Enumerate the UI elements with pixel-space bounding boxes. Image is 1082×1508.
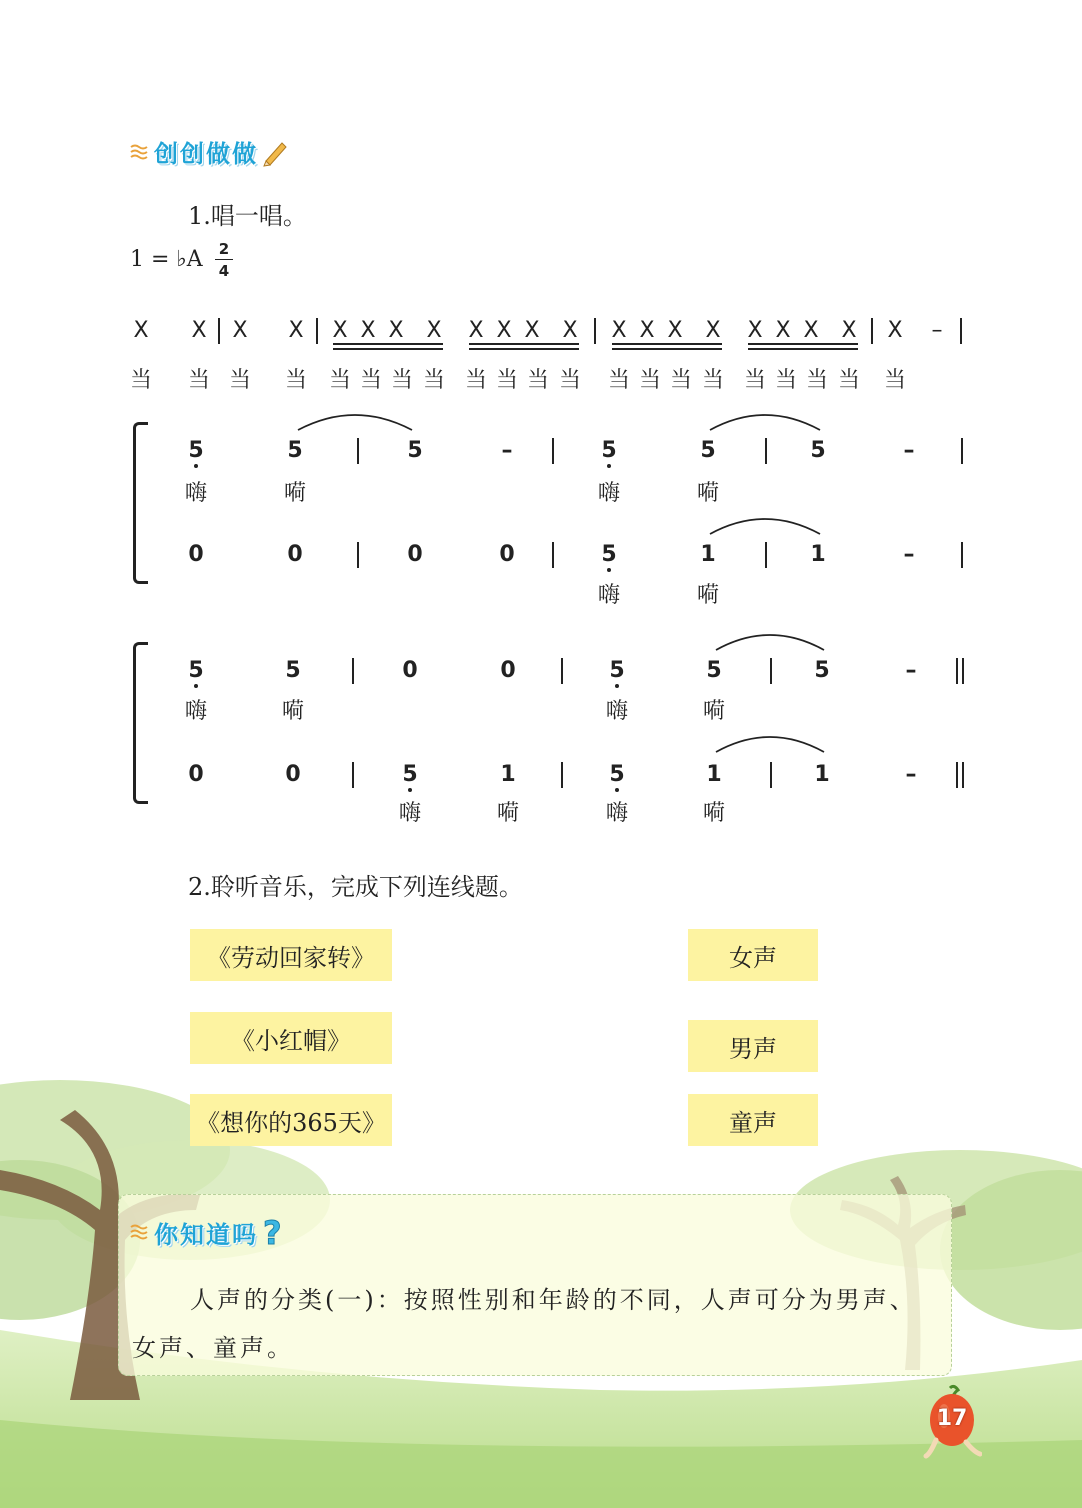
note: 5 bbox=[287, 438, 303, 463]
lyric: 嗬 bbox=[696, 481, 719, 506]
lyric: 当 bbox=[743, 368, 766, 393]
song-box-2[interactable]: 《小红帽》 bbox=[190, 1012, 392, 1064]
bar-line bbox=[352, 762, 354, 788]
pencil-icon bbox=[260, 137, 290, 167]
bar-line bbox=[765, 438, 767, 464]
note: 1 bbox=[814, 762, 830, 787]
lyric: 当 bbox=[284, 368, 307, 393]
lyric: 当 bbox=[390, 368, 413, 393]
page-number-badge bbox=[922, 1384, 982, 1464]
lyric: 当 bbox=[187, 368, 210, 393]
note: 1 bbox=[810, 542, 826, 567]
section-heading-did-you-know bbox=[130, 1214, 288, 1250]
sixteenth-underline bbox=[748, 348, 858, 350]
rhythm-note: – bbox=[931, 318, 943, 343]
lyric: 当 bbox=[359, 368, 382, 393]
note: 5 bbox=[814, 658, 830, 683]
question-mark-icon bbox=[260, 1214, 288, 1250]
lyric: 当 bbox=[774, 368, 797, 393]
final-bar-line bbox=[962, 762, 964, 788]
note: 5 bbox=[609, 658, 625, 683]
note: 5 bbox=[188, 438, 204, 463]
system-bracket bbox=[133, 642, 148, 804]
rhythm-note: X bbox=[388, 318, 404, 343]
note: 5 bbox=[601, 542, 617, 567]
bar-line bbox=[594, 318, 596, 344]
lyric: 当 bbox=[228, 368, 251, 393]
task1-label: 1.唱一唱。 bbox=[188, 202, 307, 230]
lyric: 当 bbox=[495, 368, 518, 393]
note: 1 bbox=[500, 762, 516, 787]
sixteenth-underline bbox=[469, 343, 579, 345]
lyric: 嗨 bbox=[597, 583, 620, 608]
song-box-3[interactable]: 《想你的365天》 bbox=[190, 1094, 392, 1146]
rhythm-note: X bbox=[667, 318, 683, 343]
lyric: 当 bbox=[837, 368, 860, 393]
svg-text:?: ? bbox=[263, 1214, 282, 1250]
low-octave-dot bbox=[194, 684, 198, 688]
lyric: 当 bbox=[701, 368, 724, 393]
lyric: 嗨 bbox=[605, 699, 628, 724]
bar-line bbox=[770, 762, 772, 788]
rhythm-note: X bbox=[468, 318, 484, 343]
note: 1 bbox=[700, 542, 716, 567]
lyric: 当 bbox=[129, 368, 152, 393]
note: 0 bbox=[499, 542, 515, 567]
voice-box-2[interactable]: 男声 bbox=[688, 1020, 818, 1072]
section-title: 你知道吗 bbox=[154, 1220, 258, 1249]
lyric: 当 bbox=[464, 368, 487, 393]
note: 5 bbox=[601, 438, 617, 463]
lyric: 当 bbox=[638, 368, 661, 393]
key-signature: 1 = ♭A bbox=[130, 247, 203, 272]
time-signature-line bbox=[215, 259, 233, 260]
voice-box-3[interactable]: 童声 bbox=[688, 1094, 818, 1146]
rhythm-note: X bbox=[705, 318, 721, 343]
note-dash: – bbox=[905, 762, 917, 787]
rhythm-note: X bbox=[841, 318, 857, 343]
note: 0 bbox=[407, 542, 423, 567]
rhythm-note: X bbox=[524, 318, 540, 343]
rhythm-note: X bbox=[133, 318, 149, 343]
bar-line bbox=[316, 318, 318, 344]
rhythm-note: X bbox=[360, 318, 376, 343]
rhythm-note: X bbox=[562, 318, 578, 343]
bar-line bbox=[552, 542, 554, 568]
bar-line bbox=[961, 542, 963, 568]
rhythm-note: X bbox=[775, 318, 791, 343]
lyric: 嗬 bbox=[702, 801, 725, 826]
rhythm-note: X bbox=[803, 318, 819, 343]
bar-line bbox=[357, 542, 359, 568]
lyric: 嗨 bbox=[184, 481, 207, 506]
info-text-line-1: 人声的分类(一)：按照性别和年龄的不同，人声可分为男声、 bbox=[190, 1286, 917, 1314]
system-bracket bbox=[133, 422, 148, 584]
lyric: 嗨 bbox=[184, 699, 207, 724]
time-signature-top: 2 bbox=[218, 240, 230, 258]
bar-line bbox=[765, 542, 767, 568]
bar-line bbox=[552, 438, 554, 464]
section-title: 创创做做 bbox=[154, 140, 258, 168]
rhythm-note: X bbox=[639, 318, 655, 343]
lyric: 当 bbox=[607, 368, 630, 393]
bar-line bbox=[960, 318, 962, 344]
low-octave-dot bbox=[607, 464, 611, 468]
note: 0 bbox=[287, 542, 303, 567]
bar-line bbox=[357, 438, 359, 464]
rhythm-note: X bbox=[611, 318, 627, 343]
info-text-line-2: 女声、童声。 bbox=[132, 1334, 294, 1362]
lyric: 嗨 bbox=[605, 801, 628, 826]
note-dash: – bbox=[501, 438, 513, 463]
page-number: 17 bbox=[936, 1406, 968, 1431]
rhythm-note: X bbox=[496, 318, 512, 343]
time-signature-bottom: 4 bbox=[218, 262, 230, 280]
note: 0 bbox=[188, 542, 204, 567]
low-octave-dot bbox=[607, 568, 611, 572]
note-dash: – bbox=[903, 542, 915, 567]
rhythm-note: X bbox=[191, 318, 207, 343]
lyric: 嗬 bbox=[702, 699, 725, 724]
sixteenth-underline bbox=[333, 343, 443, 345]
note: 5 bbox=[285, 658, 301, 683]
lyric: 当 bbox=[883, 368, 906, 393]
bar-line bbox=[770, 658, 772, 684]
sixteenth-underline bbox=[748, 343, 858, 345]
note-dash: – bbox=[905, 658, 917, 683]
lyric: 当 bbox=[422, 368, 445, 393]
lyric: 当 bbox=[526, 368, 549, 393]
rhythm-note: X bbox=[288, 318, 304, 343]
note: 0 bbox=[402, 658, 418, 683]
bar-line bbox=[561, 658, 563, 684]
bar-line bbox=[961, 438, 963, 464]
bar-line bbox=[871, 318, 873, 344]
low-octave-dot bbox=[194, 464, 198, 468]
note: 5 bbox=[700, 438, 716, 463]
lyric: 嗨 bbox=[597, 481, 620, 506]
note: 5 bbox=[609, 762, 625, 787]
section-heading-create bbox=[130, 134, 290, 169]
note: 5 bbox=[706, 658, 722, 683]
rhythm-note: X bbox=[747, 318, 763, 343]
note: 5 bbox=[407, 438, 423, 463]
sixteenth-underline bbox=[333, 348, 443, 350]
lyric: 嗬 bbox=[281, 699, 304, 724]
lyric: 当 bbox=[805, 368, 828, 393]
final-bar-line bbox=[962, 658, 964, 684]
rhythm-note: X bbox=[887, 318, 903, 343]
lyric: 当 bbox=[328, 368, 351, 393]
lyric: 嗨 bbox=[398, 801, 421, 826]
final-bar-line bbox=[956, 762, 958, 788]
bar-line bbox=[218, 318, 220, 344]
final-bar-line bbox=[956, 658, 958, 684]
note: 5 bbox=[402, 762, 418, 787]
voice-box-1[interactable]: 女声 bbox=[688, 929, 818, 981]
lyric: 嗬 bbox=[496, 801, 519, 826]
rhythm-note: X bbox=[426, 318, 442, 343]
lyric: 当 bbox=[669, 368, 692, 393]
wave-icon bbox=[130, 1223, 150, 1241]
note: 1 bbox=[706, 762, 722, 787]
lyric: 嗬 bbox=[696, 583, 719, 608]
note: 0 bbox=[188, 762, 204, 787]
note: 0 bbox=[500, 658, 516, 683]
song-box-1[interactable]: 《劳动回家转》 bbox=[190, 929, 392, 981]
bar-line bbox=[352, 658, 354, 684]
lyric: 当 bbox=[558, 368, 581, 393]
sixteenth-underline bbox=[612, 348, 722, 350]
sixteenth-underline bbox=[612, 343, 722, 345]
wave-icon bbox=[130, 143, 150, 161]
rhythm-note: X bbox=[332, 318, 348, 343]
bar-line bbox=[561, 762, 563, 788]
task2-label: 2.聆听音乐，完成下列连线题。 bbox=[188, 873, 523, 901]
lyric: 嗬 bbox=[283, 481, 306, 506]
low-octave-dot bbox=[615, 684, 619, 688]
note-dash: – bbox=[903, 438, 915, 463]
rhythm-note: X bbox=[232, 318, 248, 343]
sixteenth-underline bbox=[469, 348, 579, 350]
low-octave-dot bbox=[408, 788, 412, 792]
low-octave-dot bbox=[615, 788, 619, 792]
note: 5 bbox=[810, 438, 826, 463]
note: 5 bbox=[188, 658, 204, 683]
note: 0 bbox=[285, 762, 301, 787]
